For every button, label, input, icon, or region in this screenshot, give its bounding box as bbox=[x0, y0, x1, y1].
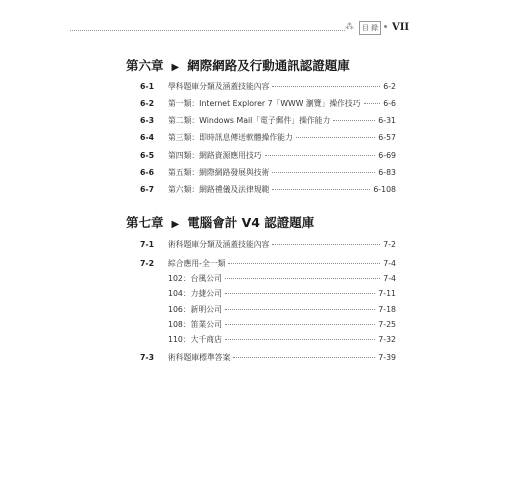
triangle-icon: ▶ bbox=[171, 219, 180, 230]
toc-page: 6-6 bbox=[383, 99, 396, 108]
toc-title: 102：台風公司 bbox=[168, 274, 222, 283]
toc-page: 6-31 bbox=[378, 116, 396, 125]
chapter-name: 網際網路及行動通訊認證題庫 bbox=[187, 58, 350, 73]
triangle-icon: ▶ bbox=[171, 62, 180, 73]
toc-leader bbox=[265, 155, 376, 156]
toc-number: 6-1 bbox=[140, 82, 155, 91]
toc-leader bbox=[225, 278, 380, 279]
toc-row[interactable] bbox=[140, 238, 396, 251]
toc-title: 第二類：Windows Mail「電子郵件」操作能力 bbox=[168, 116, 331, 125]
toc-page: 7-18 bbox=[378, 305, 396, 314]
toc-leader bbox=[272, 86, 380, 87]
toc-page: 7-32 bbox=[378, 335, 396, 344]
toc-row[interactable] bbox=[140, 97, 396, 110]
toc-row[interactable] bbox=[140, 183, 396, 196]
toc-subrow[interactable] bbox=[168, 318, 396, 331]
toc-leader bbox=[364, 103, 381, 104]
toc-leader bbox=[296, 137, 376, 138]
toc-leader bbox=[272, 244, 380, 245]
toc-page: 7-4 bbox=[383, 274, 396, 283]
toc-title: 第六類：網路禮儀及法律規範 bbox=[168, 185, 270, 194]
toc-number: 6-6 bbox=[140, 168, 155, 177]
toc-subrow[interactable] bbox=[168, 272, 396, 285]
header-section-box: 目 錄 bbox=[359, 21, 381, 35]
chapter-name: 電腦會計 V4 認證題庫 bbox=[187, 215, 315, 230]
toc-title: 第一類：Internet Explorer 7「WWW 瀏覽」操作技巧 bbox=[168, 99, 361, 108]
toc-page: 6-57 bbox=[378, 133, 396, 142]
toc-number: 6-4 bbox=[140, 133, 155, 142]
header-ornament-icon: ⁂ bbox=[345, 22, 354, 32]
toc-leader bbox=[225, 293, 375, 294]
toc-page: 7-25 bbox=[378, 320, 396, 329]
toc-page: 6-108 bbox=[373, 185, 396, 194]
toc-title: 綜合應用-全一類 bbox=[168, 259, 226, 268]
chapter-7-title bbox=[126, 213, 314, 231]
toc-leader bbox=[272, 172, 375, 173]
toc-page: 7-4 bbox=[383, 259, 396, 268]
toc-leader bbox=[233, 357, 375, 358]
header-rule bbox=[70, 30, 345, 31]
toc-title: 術科題庫分類及涵蓋技能內容 bbox=[168, 240, 270, 249]
chapter-number: 第六章 bbox=[126, 58, 164, 73]
toc-row[interactable] bbox=[140, 114, 396, 127]
toc-number: 6-5 bbox=[140, 151, 155, 160]
toc-number: 6-7 bbox=[140, 185, 155, 194]
toc-leader bbox=[333, 120, 375, 121]
toc-subrow[interactable] bbox=[168, 333, 396, 346]
toc-page: 6-69 bbox=[378, 151, 396, 160]
toc-leader bbox=[225, 309, 375, 310]
toc-number: 6-2 bbox=[140, 99, 155, 108]
toc-page: 7-11 bbox=[378, 289, 396, 298]
toc-leader bbox=[228, 263, 380, 264]
toc-title: 術科題庫標準答案 bbox=[168, 353, 231, 362]
toc-leader bbox=[272, 189, 370, 190]
toc-title: 106：新明公司 bbox=[168, 305, 222, 314]
toc-page: 7-39 bbox=[378, 353, 396, 362]
toc-title: 第五類：網際網路發展與技術 bbox=[168, 168, 270, 177]
toc-row[interactable] bbox=[140, 351, 396, 364]
toc-title: 第四類：網路資源應用技巧 bbox=[168, 151, 262, 160]
toc-title: 第三類：即時訊息傳送軟體操作能力 bbox=[168, 133, 293, 142]
toc-number: 7-2 bbox=[140, 259, 155, 268]
toc-row[interactable] bbox=[140, 80, 396, 93]
toc-number: 7-3 bbox=[140, 353, 155, 362]
toc-page: 7-2 bbox=[383, 240, 396, 249]
chapter-number: 第七章 bbox=[126, 215, 164, 230]
toc-row[interactable] bbox=[140, 149, 396, 162]
toc-row[interactable] bbox=[140, 166, 396, 179]
header-dot-icon bbox=[384, 25, 387, 28]
toc-leader bbox=[225, 339, 375, 340]
toc-title: 學科題庫分類及涵蓋技能內容 bbox=[168, 82, 270, 91]
toc-leader bbox=[225, 324, 375, 325]
toc-number: 7-1 bbox=[140, 240, 155, 249]
toc-page: 6-2 bbox=[383, 82, 396, 91]
toc-subrow[interactable] bbox=[168, 303, 396, 316]
toc-subrow[interactable] bbox=[168, 287, 396, 300]
toc-title: 104：力捷公司 bbox=[168, 289, 222, 298]
page-number: VII bbox=[392, 22, 410, 33]
chapter-6-title bbox=[126, 56, 350, 74]
toc-row[interactable] bbox=[140, 131, 396, 144]
toc-row[interactable] bbox=[140, 257, 396, 270]
toc-page: 6-83 bbox=[378, 168, 396, 177]
toc-title: 110：大千商店 bbox=[168, 335, 222, 344]
toc-title: 108：笛業公司 bbox=[168, 320, 222, 329]
toc-number: 6-3 bbox=[140, 116, 155, 125]
